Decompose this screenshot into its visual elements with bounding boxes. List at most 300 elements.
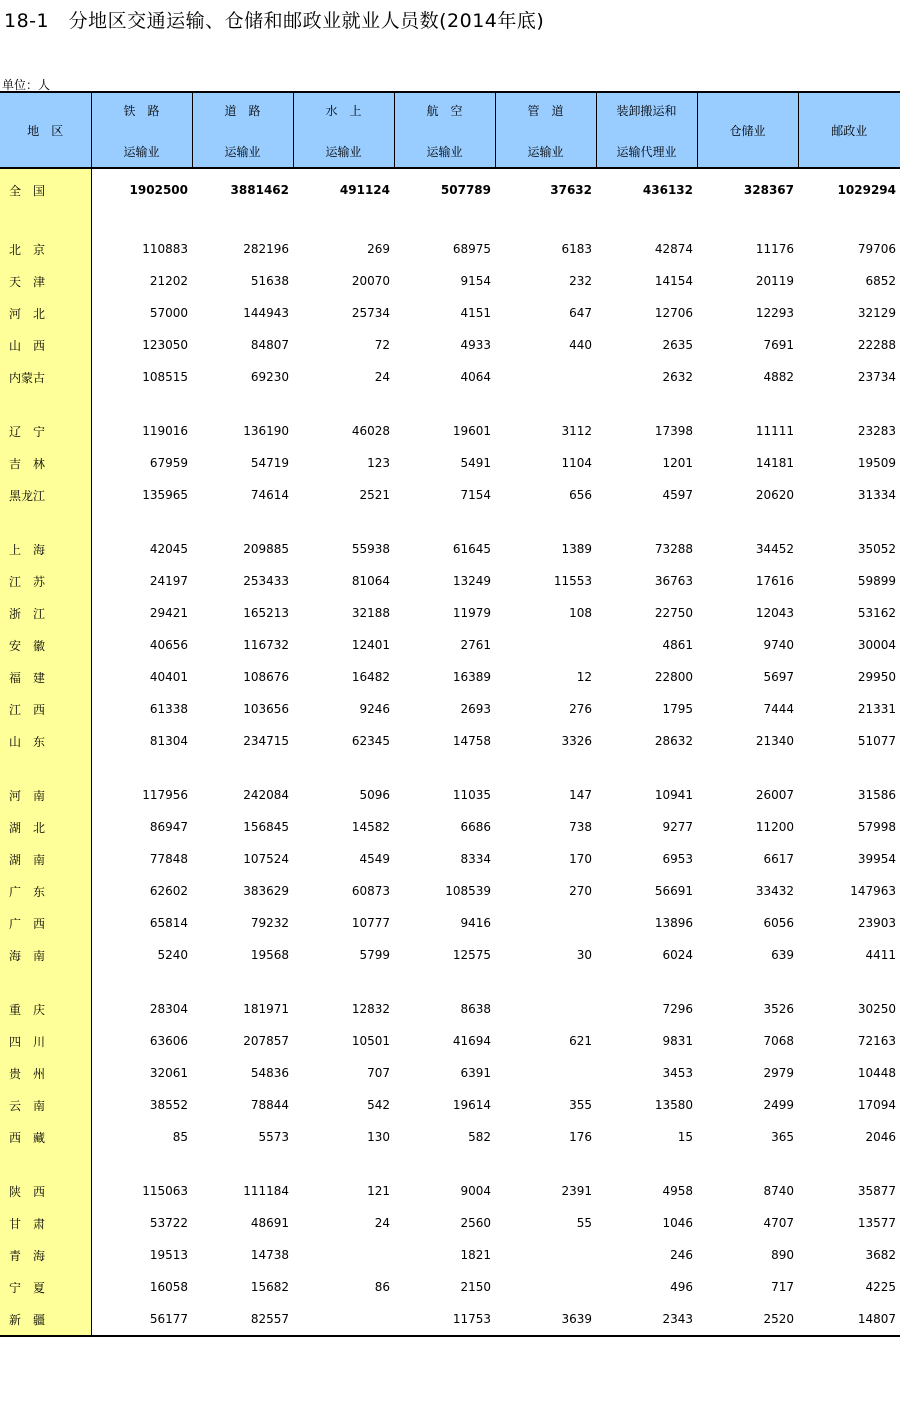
value-cell: 2520 [697,1303,798,1336]
value-cell: 12575 [452,948,491,962]
value-cell: 42874 [654,242,693,256]
value-cell-empty [192,211,293,233]
value-cell [495,361,596,393]
header-railway [91,92,192,168]
region-cell: 甘 肃 [0,1207,91,1239]
table-row [0,1121,900,1153]
value-cell-empty [798,971,900,993]
value-cell: 14758 [452,734,491,748]
value-cell-empty [495,511,596,533]
value-cell: 67959 [149,456,188,470]
value-cell: 890 [771,1248,794,1262]
region-cell: 山 东 [0,725,91,757]
value-cell: 2391 [561,1184,592,1198]
value-cell-empty [495,211,596,233]
value-cell: 60873 [351,884,390,898]
value-cell: 6024 [662,948,693,962]
value-cell: 19614 [452,1098,491,1112]
region-cell: 新 疆 [0,1303,91,1336]
value-cell: 253433 [243,574,289,588]
value-cell: 62602 [149,884,188,898]
value-cell: 7296 [662,1002,693,1016]
value-cell: 15682 [250,1280,289,1294]
value-cell: 28632 [654,734,693,748]
table-row [0,993,900,1025]
region-cell-empty [0,393,91,415]
value-cell: 13577 [857,1216,896,1230]
value-cell: 2632 [662,370,693,384]
value-cell: 86947 [149,820,188,834]
header-water [293,92,394,168]
value-cell: 10941 [654,788,693,802]
value-cell: 108539 [445,884,491,898]
value-cell: 74614 [250,488,289,502]
table-row [0,297,900,329]
region-cell: 广 东 [0,875,91,907]
value-cell: 3326 [561,734,592,748]
value-cell: 9277 [662,820,693,834]
value-cell: 24 [374,1216,390,1230]
value-cell: 6852 [865,274,896,288]
value-cell: 107524 [243,852,289,866]
value-cell-empty [192,971,293,993]
value-cell: 30 [576,948,592,962]
value-cell: 108676 [243,670,289,684]
value-cell: 12706 [654,306,693,320]
value-cell: 6183 [561,242,592,256]
value-cell: 42045 [149,542,188,556]
region-cell: 西 藏 [0,1121,91,1153]
value-cell: 11176 [755,242,794,256]
value-cell: 20070 [351,274,390,288]
value-cell: 1046 [662,1216,693,1230]
value-cell: 69230 [250,370,289,384]
table-row [0,415,900,447]
value-cell: 9246 [359,702,390,716]
value-cell: 4958 [662,1184,693,1198]
value-cell: 282196 [243,242,289,256]
value-cell-empty [798,393,900,415]
value-cell: 22288 [857,338,896,352]
header-row [0,92,900,168]
value-cell-empty [293,757,394,779]
table-row [0,875,900,907]
value-cell: 2560 [460,1216,491,1230]
value-cell: 234715 [243,734,289,748]
table-row [0,329,900,361]
value-cell: 717 [771,1280,794,1294]
value-cell: 7154 [460,488,491,502]
table-row [0,811,900,843]
value-cell: 14154 [654,274,693,288]
value-cell: 3682 [865,1248,896,1262]
value-cell: 1389 [561,542,592,556]
value-cell-empty [293,211,394,233]
value-cell: 33432 [755,884,794,898]
value-cell-empty [495,393,596,415]
value-cell: 22800 [654,670,693,684]
table-row [0,1271,900,1303]
value-cell: 11200 [755,820,794,834]
value-cell: 35877 [857,1184,896,1198]
value-cell: 17616 [755,574,794,588]
value-cell: 5799 [359,948,390,962]
value-cell-empty [697,757,798,779]
header-handling-line2: 运输代理业 [616,145,677,159]
value-cell: 19513 [149,1248,188,1262]
value-cell: 2046 [865,1130,896,1144]
value-cell: 7691 [763,338,794,352]
value-cell: 4933 [460,338,491,352]
value-cell: 111184 [243,1184,289,1198]
employment-table [0,91,900,1337]
value-cell: 4861 [662,638,693,652]
value-cell: 6617 [763,852,794,866]
table-row [0,939,900,971]
value-cell: 119016 [142,424,188,438]
value-cell-empty [495,757,596,779]
region-cell: 湖 北 [0,811,91,843]
table-title: 18-1 分地区交通运输、仓储和邮政业就业人员数(2014年底) [4,10,545,32]
value-cell: 496 [670,1280,693,1294]
region-cell-empty [0,971,91,993]
header-railway-line2: 运输业 [123,145,160,159]
value-cell: 51077 [857,734,896,748]
header-road-line2: 运输业 [224,145,261,159]
value-cell: 73288 [654,542,693,556]
value-cell: 9004 [460,1184,491,1198]
header-water-line2: 运输业 [325,145,362,159]
value-cell: 9740 [763,638,794,652]
value-cell: 621 [569,1034,592,1048]
value-cell: 81304 [149,734,188,748]
value-cell: 11553 [553,574,592,588]
value-cell: 41694 [452,1034,491,1048]
value-cell: 232 [569,274,592,288]
value-cell: 12 [576,670,592,684]
spacer-row [0,211,900,233]
value-cell-empty [798,757,900,779]
value-cell-empty [91,971,192,993]
value-cell: 59899 [857,574,896,588]
value-cell: 4225 [865,1280,896,1294]
value-cell: 81064 [351,574,390,588]
value-cell: 23283 [857,424,896,438]
region-cell: 天 津 [0,265,91,297]
value-cell: 4151 [460,306,491,320]
value-cell [495,907,596,939]
value-cell: 23903 [857,916,896,930]
value-cell-empty [192,757,293,779]
table-row [0,168,900,211]
value-cell-empty [596,971,697,993]
header-air [394,92,495,168]
value-cell: 328367 [743,183,794,197]
value-cell-empty [798,511,900,533]
value-cell: 30004 [857,638,896,652]
value-cell [293,1303,394,1336]
value-cell-empty [293,511,394,533]
value-cell: 3453 [662,1066,693,1080]
region-cell: 海 南 [0,939,91,971]
spacer-row [0,511,900,533]
value-cell: 1201 [662,456,693,470]
value-cell: 57000 [149,306,188,320]
value-cell-empty [697,1153,798,1175]
value-cell-empty [798,211,900,233]
table-row [0,265,900,297]
value-cell: 72 [374,338,390,352]
value-cell-empty [596,393,697,415]
table-row [0,1207,900,1239]
value-cell [293,1239,394,1271]
region-cell-empty [0,511,91,533]
value-cell: 19601 [452,424,491,438]
header-air-line1: 航 空 [426,104,463,118]
value-cell: 3881462 [230,183,289,197]
value-cell: 2635 [662,338,693,352]
value-cell: 23734 [857,370,896,384]
table-row [0,361,900,393]
value-cell: 35052 [857,542,896,556]
value-cell: 17094 [857,1098,896,1112]
value-cell: 21331 [857,702,896,716]
value-cell: 147 [569,788,592,802]
value-cell: 16058 [149,1280,188,1294]
value-cell: 54719 [250,456,289,470]
spacer-row [0,393,900,415]
value-cell: 56691 [654,884,693,898]
value-cell: 1795 [662,702,693,716]
table-row [0,479,900,511]
table-body [0,168,900,1336]
region-cell: 辽 宁 [0,415,91,447]
value-cell: 24 [374,370,390,384]
value-cell: 6056 [763,916,794,930]
value-cell: 62345 [351,734,390,748]
value-cell: 5491 [460,456,491,470]
table-row [0,779,900,811]
value-cell: 383629 [243,884,289,898]
region-cell: 浙 江 [0,597,91,629]
value-cell [495,1271,596,1303]
table-row [0,629,900,661]
table-row [0,907,900,939]
value-cell: 7068 [763,1034,794,1048]
value-cell: 6953 [662,852,693,866]
table-row [0,693,900,725]
region-cell: 安 徽 [0,629,91,661]
header-pipeline-line2: 运输业 [527,145,564,159]
value-cell-empty [91,1153,192,1175]
region-cell-empty [0,211,91,233]
value-cell: 77848 [149,852,188,866]
value-cell: 10501 [351,1034,390,1048]
value-cell: 14738 [250,1248,289,1262]
value-cell: 8740 [763,1184,794,1198]
region-cell-empty [0,1153,91,1175]
value-cell: 108515 [142,370,188,384]
value-cell: 5096 [359,788,390,802]
value-cell: 15 [677,1130,693,1144]
region-cell: 山 西 [0,329,91,361]
value-cell-empty [91,393,192,415]
value-cell: 11035 [452,788,491,802]
table-row [0,565,900,597]
value-cell: 14181 [755,456,794,470]
value-cell-empty [293,971,394,993]
value-cell: 4064 [460,370,491,384]
value-cell-empty [394,971,495,993]
header-warehousing: 仓储业 [697,92,798,168]
value-cell-empty [394,393,495,415]
value-cell: 440 [569,338,592,352]
region-cell: 全 国 [0,168,91,211]
value-cell: 1821 [460,1248,491,1262]
header-air-line2: 运输业 [426,145,463,159]
value-cell: 9831 [662,1034,693,1048]
value-cell-empty [697,393,798,415]
value-cell: 14582 [351,820,390,834]
value-cell-empty [596,757,697,779]
value-cell: 13896 [654,916,693,930]
value-cell: 8638 [460,1002,491,1016]
value-cell: 53162 [857,606,896,620]
value-cell: 5240 [157,948,188,962]
value-cell: 12043 [755,606,794,620]
header-pipeline-line1: 管 道 [527,104,564,118]
value-cell: 117956 [142,788,188,802]
value-cell: 40401 [149,670,188,684]
value-cell-empty [697,211,798,233]
region-cell: 陕 西 [0,1175,91,1207]
value-cell: 20620 [755,488,794,502]
value-cell-empty [293,393,394,415]
value-cell: 2343 [596,1303,697,1336]
value-cell: 582 [468,1130,491,1144]
value-cell: 29421 [149,606,188,620]
region-cell: 内蒙古 [0,361,91,393]
header-handling [596,92,697,168]
value-cell: 123 [367,456,390,470]
value-cell-empty [798,1153,900,1175]
value-cell: 19568 [250,948,289,962]
value-cell: 86 [374,1280,390,1294]
value-cell: 9154 [460,274,491,288]
value-cell-empty [394,1153,495,1175]
value-cell: 72163 [857,1034,896,1048]
value-cell: 123050 [142,338,188,352]
table-row [0,233,900,265]
value-cell: 21202 [149,274,188,288]
value-cell: 38552 [149,1098,188,1112]
table-row [0,597,900,629]
value-cell [495,993,596,1025]
value-cell: 51638 [250,274,289,288]
region-cell: 江 西 [0,693,91,725]
header-road-line1: 道 路 [224,104,261,118]
table-row [0,1089,900,1121]
value-cell: 3112 [561,424,592,438]
value-cell: 147963 [850,884,896,898]
value-cell: 53722 [149,1216,188,1230]
value-cell: 242084 [243,788,289,802]
value-cell: 30250 [857,1002,896,1016]
value-cell-empty [192,1153,293,1175]
value-cell: 22750 [654,606,693,620]
value-cell: 21340 [755,734,794,748]
value-cell: 65814 [149,916,188,930]
value-cell: 2979 [763,1066,794,1080]
region-cell: 黑龙江 [0,479,91,511]
value-cell: 55938 [351,542,390,556]
value-cell: 2499 [763,1098,794,1112]
value-cell: 39954 [857,852,896,866]
value-cell: 121 [367,1184,390,1198]
region-cell: 上 海 [0,533,91,565]
value-cell: 36763 [654,574,693,588]
value-cell: 37632 [550,183,592,197]
table-row [0,1175,900,1207]
value-cell: 29950 [857,670,896,684]
value-cell: 4411 [865,948,896,962]
value-cell: 78844 [250,1098,289,1112]
value-cell-empty [697,971,798,993]
value-cell: 6391 [460,1066,491,1080]
value-cell: 16482 [351,670,390,684]
value-cell: 738 [569,820,592,834]
value-cell: 355 [569,1098,592,1112]
value-cell: 4707 [763,1216,794,1230]
value-cell: 10448 [857,1066,896,1080]
value-cell [495,1239,596,1271]
value-cell-empty [91,511,192,533]
region-cell: 吉 林 [0,447,91,479]
value-cell: 1029294 [837,183,896,197]
value-cell: 20119 [755,274,794,288]
value-cell: 12832 [351,1002,390,1016]
value-cell: 507789 [440,183,491,197]
value-cell-empty [192,393,293,415]
value-cell: 136190 [243,424,289,438]
spacer-row [0,757,900,779]
region-cell-empty [0,757,91,779]
value-cell: 10777 [351,916,390,930]
value-cell: 8334 [460,852,491,866]
value-cell: 17398 [654,424,693,438]
value-cell: 1104 [561,456,592,470]
unit-label: 单位：人 [2,78,51,92]
value-cell: 656 [569,488,592,502]
value-cell [495,629,596,661]
value-cell: 6686 [460,820,491,834]
value-cell: 16389 [452,670,491,684]
value-cell-empty [596,511,697,533]
value-cell: 9416 [460,916,491,930]
region-cell: 宁 夏 [0,1271,91,1303]
value-cell: 61338 [149,702,188,716]
value-cell-empty [495,1153,596,1175]
value-cell-empty [192,511,293,533]
region-cell: 河 北 [0,297,91,329]
value-cell: 82557 [192,1303,293,1336]
value-cell: 11753 [394,1303,495,1336]
value-cell: 207857 [243,1034,289,1048]
value-cell: 11979 [452,606,491,620]
value-cell: 4597 [662,488,693,502]
value-cell: 103656 [243,702,289,716]
region-cell: 福 建 [0,661,91,693]
